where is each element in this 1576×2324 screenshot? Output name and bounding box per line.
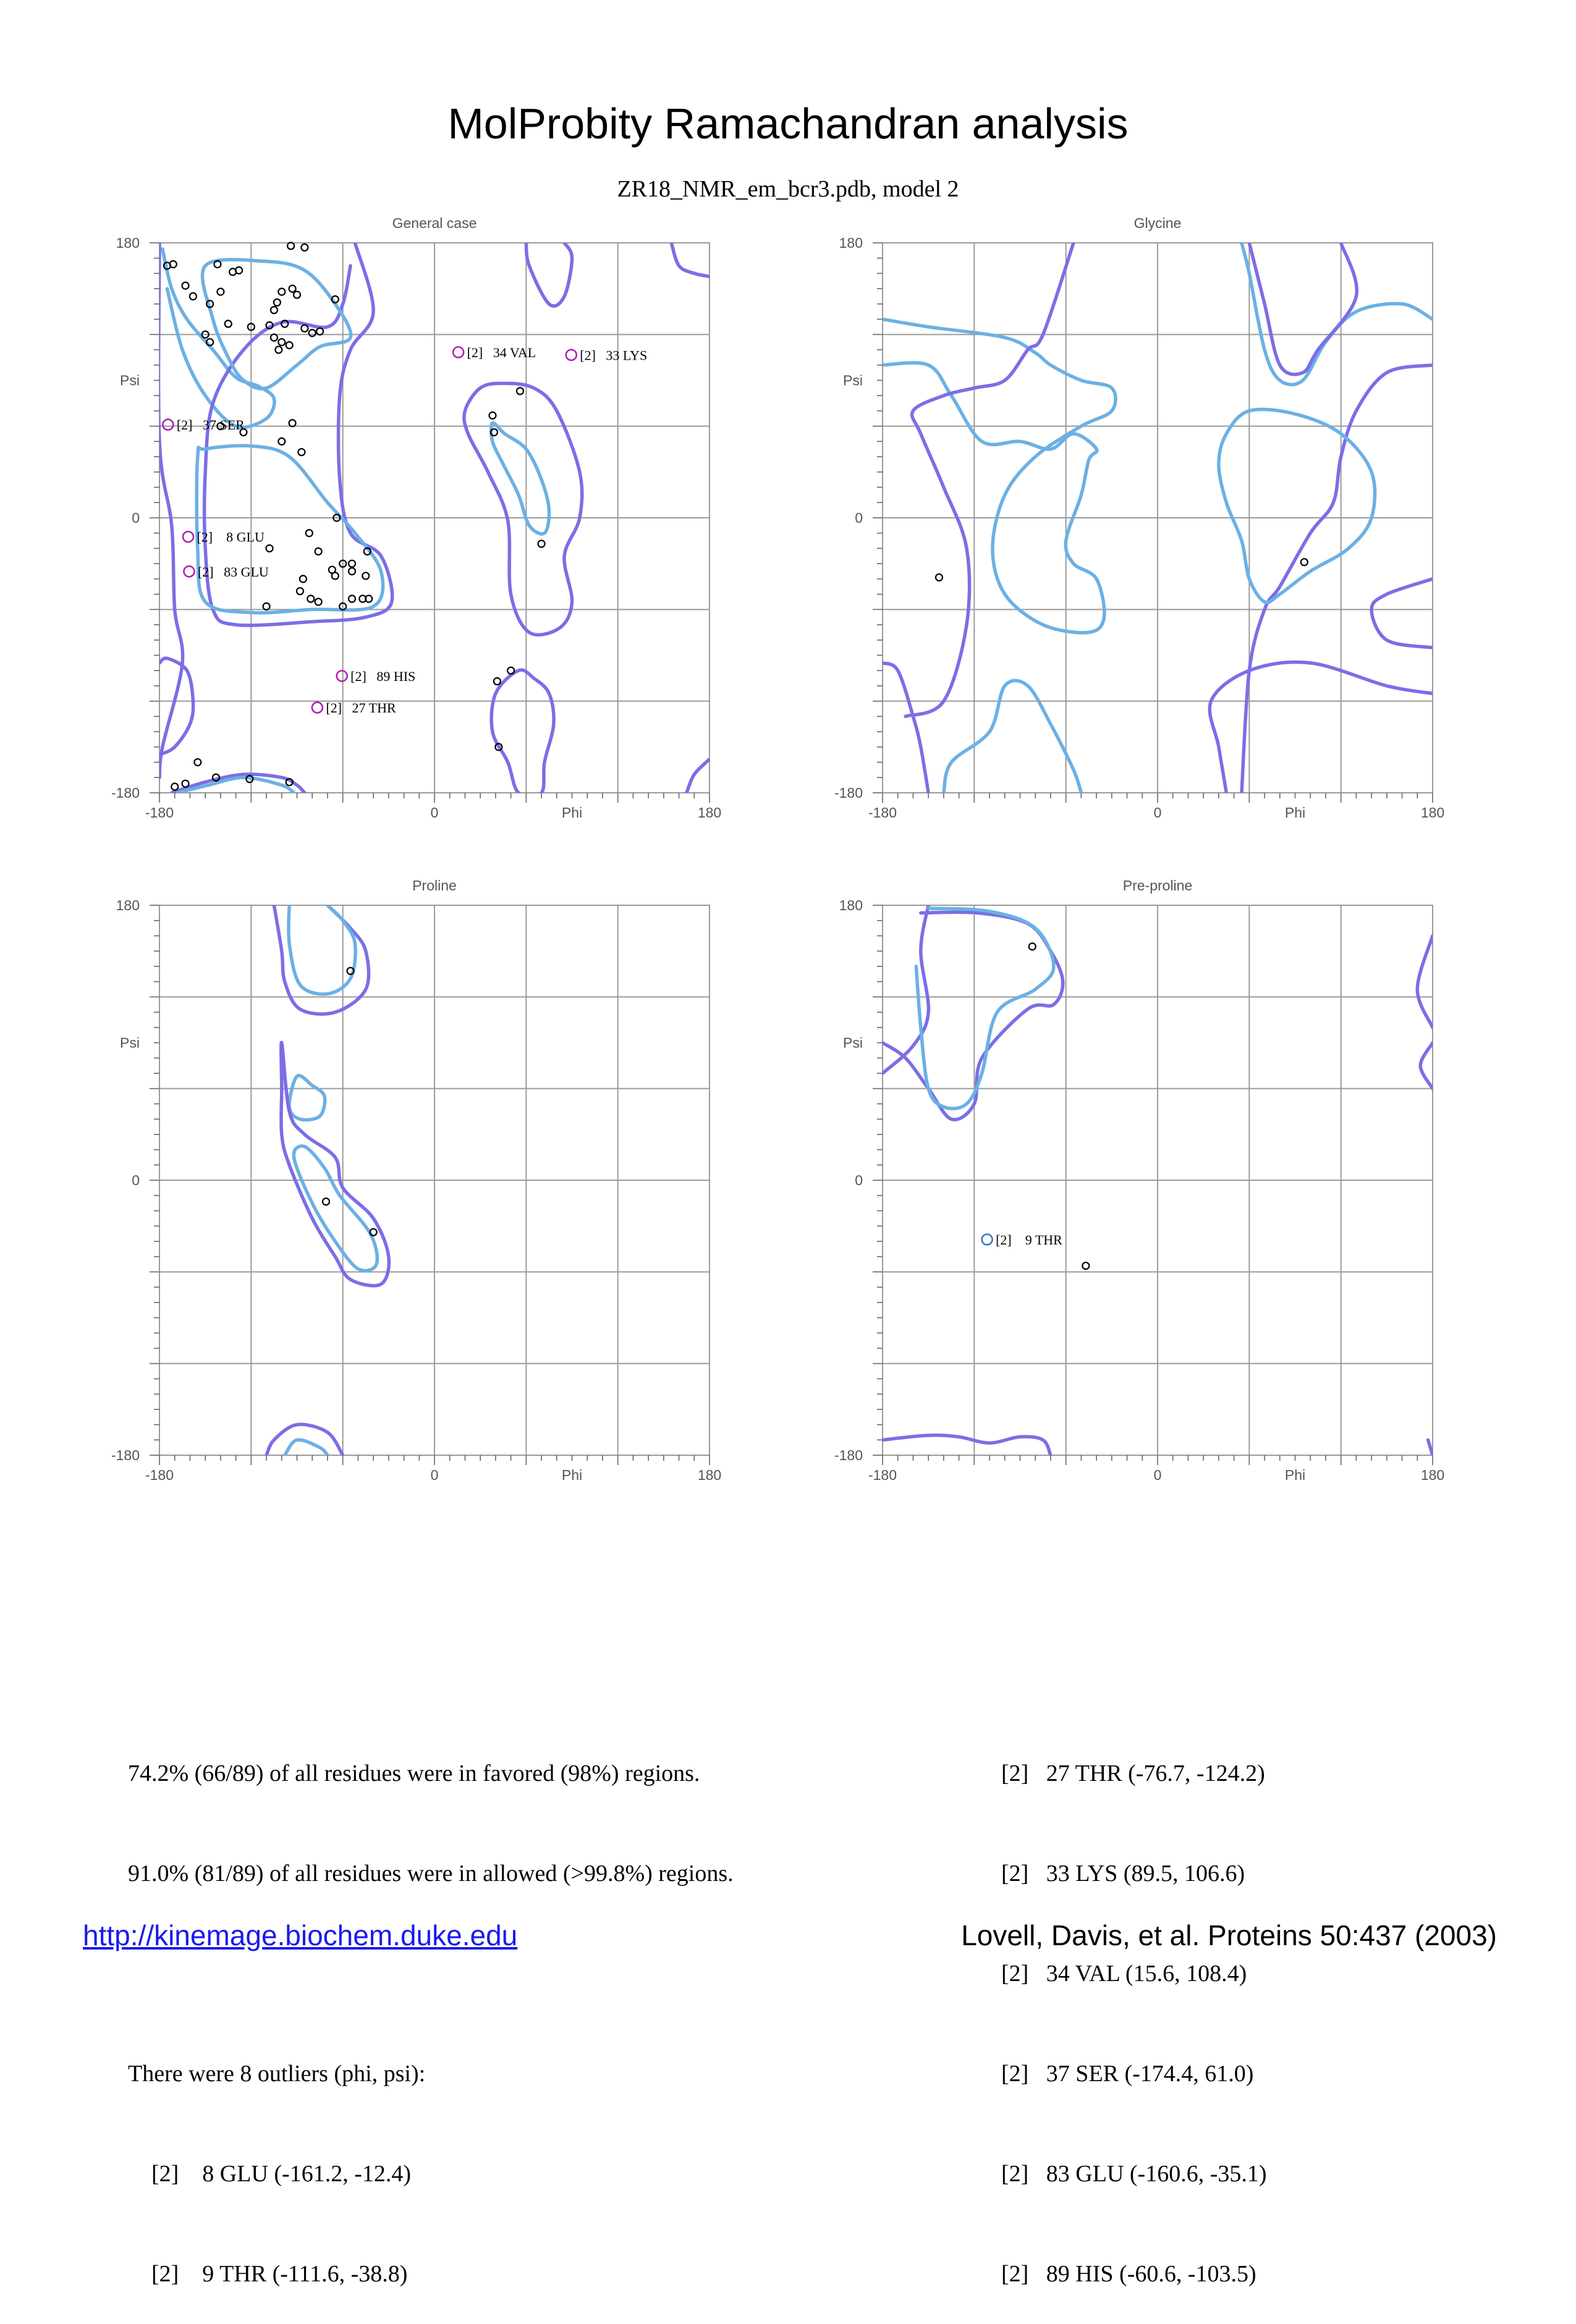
x-tick-label: 180 bbox=[1420, 1467, 1445, 1483]
chart-title: Pre-proline bbox=[1122, 877, 1193, 894]
data-point bbox=[171, 784, 178, 790]
y-tick-label: 180 bbox=[116, 235, 140, 251]
x-tick-label: 180 bbox=[697, 805, 722, 821]
data-point bbox=[190, 293, 197, 300]
data-point bbox=[936, 574, 943, 581]
allowed-contour bbox=[1428, 1440, 1433, 1455]
chart-title: Glycine bbox=[1133, 215, 1182, 231]
y-tick-label: -180 bbox=[111, 785, 140, 801]
data-point bbox=[278, 339, 285, 345]
allowed-contour bbox=[687, 759, 710, 793]
data-point bbox=[307, 596, 314, 602]
data-point bbox=[309, 329, 316, 336]
data-point bbox=[323, 1198, 329, 1205]
allowed-contour bbox=[281, 1042, 389, 1286]
data-point bbox=[275, 347, 282, 353]
favored-stat: 74.2% (66/89) of all residues were in favored (98%) regions. bbox=[128, 1760, 700, 1786]
x-tick-label: -180 bbox=[145, 805, 174, 821]
data-point bbox=[297, 588, 303, 594]
data-point bbox=[294, 292, 300, 298]
outlier-point bbox=[566, 350, 577, 360]
data-point bbox=[271, 306, 277, 313]
allowed-contour bbox=[905, 243, 1074, 716]
y-tick-label: Psi bbox=[843, 372, 863, 389]
outlier-line: [2] 9 THR (-111.6, -38.8) bbox=[128, 2261, 408, 2287]
data-point bbox=[1029, 943, 1036, 950]
chart-title: General case bbox=[392, 215, 477, 231]
x-tick-label: Phi bbox=[561, 805, 583, 821]
data-point bbox=[349, 568, 355, 575]
favored-contour bbox=[285, 1440, 328, 1455]
allowed-contour bbox=[159, 243, 183, 777]
outliers-heading: There were 8 outliers (phi, psi): bbox=[128, 2061, 426, 2087]
x-tick-label: -180 bbox=[868, 1467, 897, 1483]
outlier-point bbox=[982, 1234, 993, 1244]
data-point bbox=[298, 449, 305, 455]
allowed-contour bbox=[883, 1435, 1051, 1455]
y-tick-label: 0 bbox=[855, 510, 863, 526]
summary-right bbox=[1001, 1690, 1267, 2324]
data-point bbox=[182, 780, 189, 787]
y-tick-label: 0 bbox=[855, 1172, 863, 1188]
outlier-point bbox=[312, 703, 323, 713]
data-point bbox=[266, 545, 273, 552]
data-point bbox=[1301, 559, 1308, 565]
y-tick-label: 180 bbox=[839, 897, 863, 913]
favored-contour bbox=[916, 908, 1054, 1109]
outlier-point bbox=[163, 420, 173, 430]
data-point bbox=[301, 325, 308, 332]
summary-left bbox=[128, 1690, 734, 2324]
data-point bbox=[278, 289, 285, 295]
x-tick-label: 180 bbox=[1420, 805, 1445, 821]
data-point bbox=[538, 541, 545, 547]
data-point bbox=[316, 328, 323, 335]
data-point bbox=[271, 334, 277, 341]
data-point bbox=[182, 282, 189, 289]
allowed-contour bbox=[1417, 936, 1433, 1027]
allowed-contour bbox=[671, 243, 710, 276]
outlier-label: [2] 89 HIS bbox=[350, 668, 416, 684]
outlier-point bbox=[337, 670, 347, 681]
chart-title: Proline bbox=[412, 877, 457, 894]
page-subtitle: ZR18_NMR_em_bcr3.pdb, model 2 bbox=[617, 176, 959, 202]
y-tick-label: 180 bbox=[839, 235, 863, 251]
y-tick-label: -180 bbox=[111, 1447, 140, 1463]
x-tick-label: -180 bbox=[868, 805, 897, 821]
data-point bbox=[286, 342, 293, 349]
chart-panel-general-case bbox=[111, 215, 721, 821]
citation: Lovell, Davis, et al. Proteins 50:437 (2003) bbox=[961, 1919, 1497, 1951]
favored-contour bbox=[883, 319, 1116, 633]
allowed-contour bbox=[1371, 579, 1433, 648]
data-point bbox=[300, 575, 307, 582]
data-point bbox=[287, 242, 294, 249]
data-point bbox=[349, 596, 355, 602]
favored-contour bbox=[289, 905, 355, 994]
outlier-line: [2] 83 GLU (-160.6, -35.1) bbox=[1001, 2161, 1267, 2187]
data-point bbox=[301, 244, 308, 251]
y-tick-label: -180 bbox=[834, 1447, 863, 1463]
allowed-stat: 91.0% (81/89) of all residues were in allowed (>99.8%) regions. bbox=[128, 1861, 734, 1887]
favored-contour bbox=[944, 680, 1082, 793]
allowed-contour bbox=[491, 670, 554, 796]
outlier-label: [2] 9 THR bbox=[996, 1232, 1062, 1248]
y-tick-label: 0 bbox=[132, 1172, 140, 1188]
x-tick-label: 0 bbox=[430, 805, 439, 821]
data-point bbox=[306, 530, 313, 536]
data-point bbox=[349, 560, 355, 567]
data-point bbox=[289, 285, 296, 292]
favored-contour bbox=[1219, 409, 1375, 602]
data-point bbox=[517, 387, 523, 394]
data-point bbox=[217, 289, 224, 295]
data-point bbox=[274, 299, 281, 306]
outlier-line: [2] 34 VAL (15.6, 108.4) bbox=[1001, 1961, 1247, 1987]
outlier-label: [2] 8 GLU bbox=[197, 529, 265, 545]
data-point bbox=[362, 572, 369, 579]
outlier-label: [2] 37 SER bbox=[176, 417, 245, 433]
outlier-label: [2] 33 LYS bbox=[580, 347, 648, 363]
y-tick-label: -180 bbox=[834, 785, 863, 801]
outlier-point bbox=[184, 566, 194, 577]
outlier-point bbox=[183, 531, 193, 542]
outlier-point bbox=[453, 347, 464, 358]
data-point bbox=[225, 321, 232, 327]
data-point bbox=[263, 603, 270, 610]
x-tick-label: 0 bbox=[1153, 1467, 1162, 1483]
chart-panel-proline bbox=[111, 877, 721, 1483]
data-point bbox=[332, 572, 339, 579]
x-tick-label: Phi bbox=[561, 1467, 583, 1483]
x-tick-label: 0 bbox=[1153, 805, 1162, 821]
x-tick-label: Phi bbox=[1284, 1467, 1306, 1483]
x-tick-label: Phi bbox=[1284, 805, 1306, 821]
outlier-label: [2] 83 GLU bbox=[197, 564, 269, 580]
allowed-contour bbox=[883, 663, 928, 793]
data-point bbox=[289, 420, 296, 426]
y-tick-label: 180 bbox=[116, 897, 140, 913]
data-point bbox=[489, 412, 496, 419]
outlier-line: [2] 89 HIS (-60.6, -103.5) bbox=[1001, 2261, 1256, 2287]
chart-panel-pre-proline bbox=[834, 877, 1444, 1483]
outlier-line: [2] 8 GLU (-161.2, -12.4) bbox=[128, 2161, 412, 2187]
kinemage-link[interactable]: http://kinemage.biochem.duke.edu bbox=[83, 1919, 518, 1951]
chart-panel-glycine bbox=[834, 215, 1444, 821]
outlier-label: [2] 27 THR bbox=[326, 700, 396, 716]
favored-contour bbox=[289, 1076, 325, 1120]
y-tick-label: Psi bbox=[843, 1034, 863, 1051]
outlier-label: [2] 34 VAL bbox=[467, 345, 536, 361]
outlier-line: [2] 37 SER (-174.4, 61.0) bbox=[1001, 2061, 1254, 2087]
data-point bbox=[315, 548, 322, 555]
y-tick-label: Psi bbox=[120, 372, 140, 389]
allowed-contour bbox=[526, 243, 572, 306]
x-tick-label: 180 bbox=[697, 1467, 722, 1483]
x-tick-label: -180 bbox=[145, 1467, 174, 1483]
outlier-line: [2] 27 THR (-76.7, -124.2) bbox=[1001, 1760, 1265, 1786]
data-point bbox=[1082, 1262, 1089, 1269]
data-point bbox=[315, 598, 322, 605]
data-point bbox=[507, 667, 514, 674]
y-tick-label: 0 bbox=[132, 510, 140, 526]
page-title: MolProbity Ramachandran analysis bbox=[447, 99, 1129, 148]
allowed-contour bbox=[1420, 1043, 1433, 1089]
spacer-line bbox=[128, 1957, 734, 1990]
x-tick-label: 0 bbox=[430, 1467, 439, 1483]
data-point bbox=[278, 438, 285, 445]
data-point bbox=[494, 678, 501, 685]
data-point bbox=[194, 759, 201, 766]
favored-contour bbox=[1242, 243, 1433, 384]
outlier-line: [2] 33 LYS (89.5, 106.6) bbox=[1001, 1861, 1245, 1887]
y-tick-label: Psi bbox=[120, 1034, 140, 1051]
